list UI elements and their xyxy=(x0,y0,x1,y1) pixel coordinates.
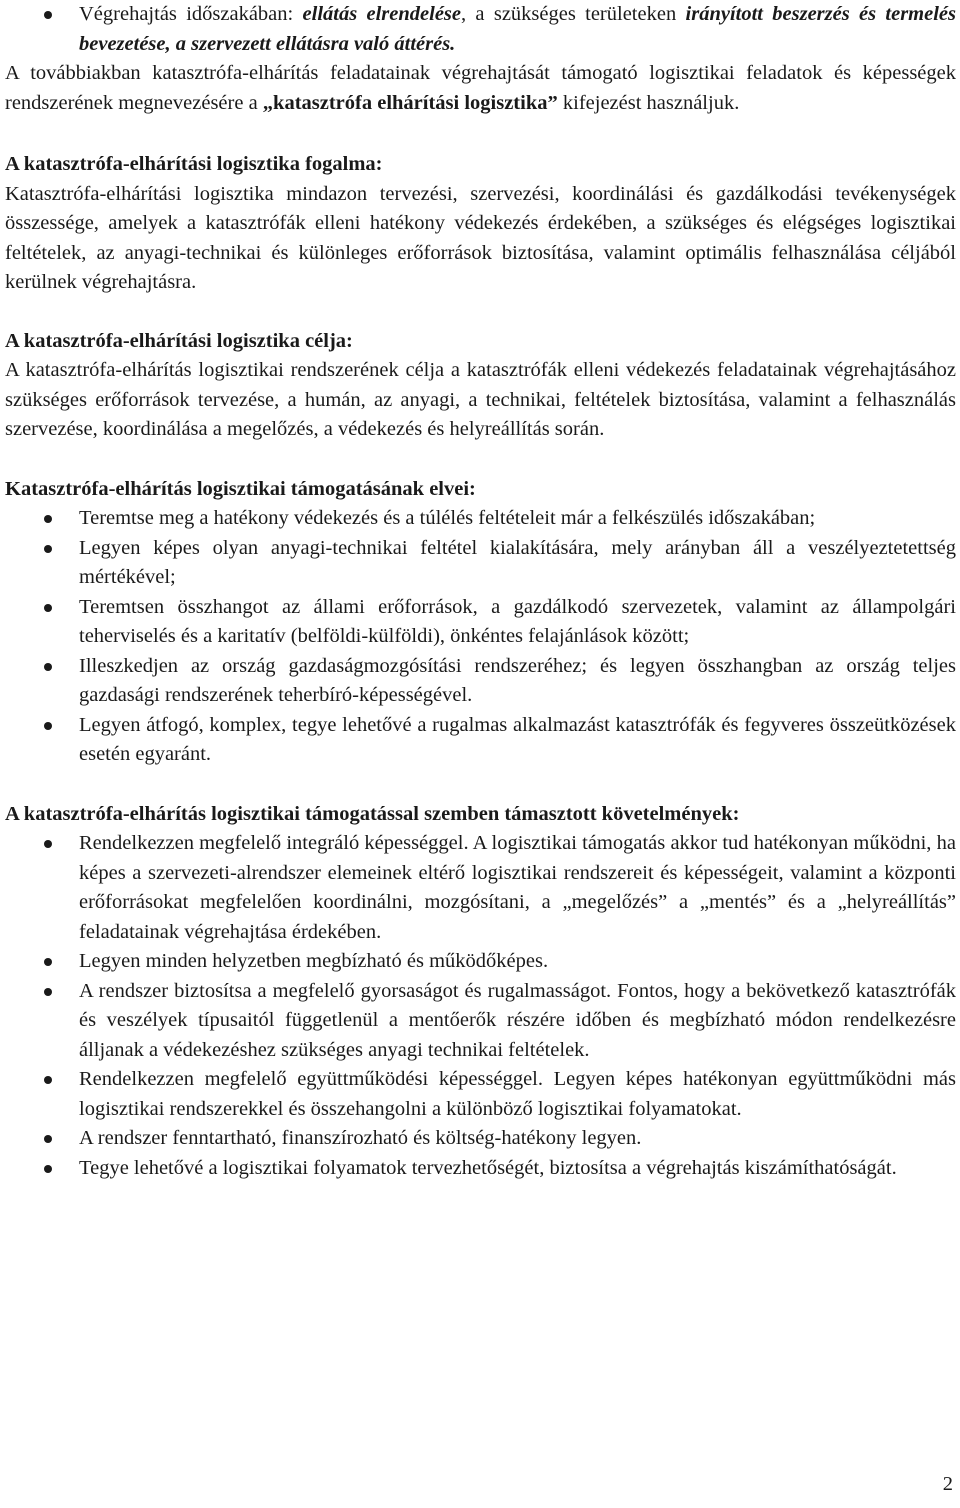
term-text: „katasztrófa elhárítási logisztika” xyxy=(262,91,558,114)
requirements-list xyxy=(5,829,956,1183)
bullet-icon xyxy=(44,988,52,996)
list-item: Rendelkezzen megfelelő integráló képességgel. A logisztikai támogatás akkor tud hatékonyan működni, ha képes a szervezeti-alrendszer elemeinek eltérő logisztikai rendszereit és képességeit, valamint a központi erőforrásokat megfelelően koordinálni, mozgósítani, a „megelőzés” a „mentés” és a „helyreállítás” feladatainak végrehajtása érdekében. xyxy=(5,829,956,947)
bullet-icon xyxy=(44,1076,52,1084)
bullet-icon xyxy=(44,663,52,671)
bullet-icon xyxy=(44,11,52,19)
emphasis-text: ellátás elrendelése xyxy=(302,3,461,25)
bullet-icon xyxy=(44,1135,52,1143)
list-item: Legyen minden helyzetben megbízható és működőképes. xyxy=(5,947,956,977)
concept-heading: A katasztrófa-elhárítási logisztika fogalma: xyxy=(5,153,383,175)
list-item: Rendelkezzen megfelelő együttműködési képességgel. Legyen képes hatékonyan együttműködni más logisztikai rendszerekkel és összehangolni a különböző logisztikai folyamatokat. xyxy=(5,1065,956,1124)
list-item: Legyen átfogó, komplex, tegye lehetővé a rugalmas alkalmazást katasztrófák és fegyveres összeütközések esetén egyaránt. xyxy=(5,711,956,770)
intro-list xyxy=(5,0,956,59)
list-item: Tegye lehetővé a logisztikai folyamatok tervezhetőségét, biztosítsa a végrehajtás kiszámíthatóságát. xyxy=(5,1154,956,1184)
page-number: 2 xyxy=(942,1473,953,1495)
bullet-icon xyxy=(44,604,52,612)
list-item: Teremtse meg a hatékony védekezés és a túlélés feltételeit már a felkészülés időszakában; xyxy=(5,504,956,534)
goal-heading: A katasztrófa-elhárítási logisztika célja: xyxy=(5,329,353,352)
concept-text: Katasztrófa-elhárítási logisztika mindazon tervezési, szervezési, koordinálási és gazdálkodási tevékenységek összessége, amelyek a katasztrófák elleni hatékony védekezés érdekében, a szükséges és elégséges logisztikai feltételek, az anyagi-technikai és különleges erőforrások biztosítása, valamint optimális felhasználása céljából kerülnek végrehajtásra. xyxy=(5,182,956,293)
principles-heading: Katasztrófa-elhárítás logisztikai támogatásának elvei: xyxy=(5,477,476,500)
principles-list xyxy=(5,504,956,770)
bullet-icon xyxy=(44,840,52,848)
list-item: Végrehajtás időszakában: ellátás elrendelése, a szükséges területeken irányított beszerzés és termelés bevezetése, a szervezett ellátásra való áttérés. xyxy=(5,0,956,59)
list-item: Illeszkedjen az ország gazdaságmozgósítási rendszeréhez; és legyen összhangban az ország teljes gazdasági rendszerének teherbíró-képességével. xyxy=(5,652,956,711)
list-item: A rendszer fenntartható, finanszírozható és költség-hatékony legyen. xyxy=(5,1124,956,1154)
emphasis-text: irányított beszerzés és termelés bevezetése, a szervezett ellátásra való áttérés. xyxy=(79,3,957,55)
intro-paragraph: A továbbiakban katasztrófa-elhárítás feladatainak végrehajtását támogató logisztikai feladatok és képességek rendszerének megnevezésére a „katasztrófa elhárítási logisztika” kifejezést használjuk. xyxy=(5,62,956,114)
list-item: Teremtsen összhangot az állami erőforrások, a gazdálkodó szervezetek, valamint az állampolgári teherviselés és a karitatív (belföldi-külföldi), önkéntes felajánlások között; xyxy=(5,593,956,652)
document-page xyxy=(5,0,956,1183)
bullet-icon xyxy=(44,545,52,553)
bullet-icon xyxy=(44,1165,52,1173)
bullet-icon xyxy=(44,722,52,730)
goal-text: A katasztrófa-elhárítás logisztikai rendszerének célja a katasztrófák elleni védekezés feladatainak végrehajtásához szükséges erőforrások tervezése, a humán, az anyagi, a technikai, feltételek biztosítása, valamint a felhasználás szervezése, koordinálása a megelőzés, a védekezés és helyreállítás során. xyxy=(5,359,956,440)
list-item: Legyen képes olyan anyagi-technikai feltétel kialakítására, mely arányban áll a veszélyeztetettség mértékével; xyxy=(5,534,956,593)
bullet-icon xyxy=(44,958,52,966)
requirements-heading: A katasztrófa-elhárítás logisztikai támogatással szemben támasztott követelmények: xyxy=(5,802,740,825)
bullet-icon xyxy=(44,515,52,523)
list-item: A rendszer biztosítsa a megfelelő gyorsaságot és rugalmasságot. Fontos, hogy a bekövetkező katasztrófák és veszélyek típusaitól függetlenül a mentőerők részére időben és megbízható módon rendelkezésre álljanak a védekezéshez szükséges anyagi technikai feltételek. xyxy=(5,977,956,1066)
